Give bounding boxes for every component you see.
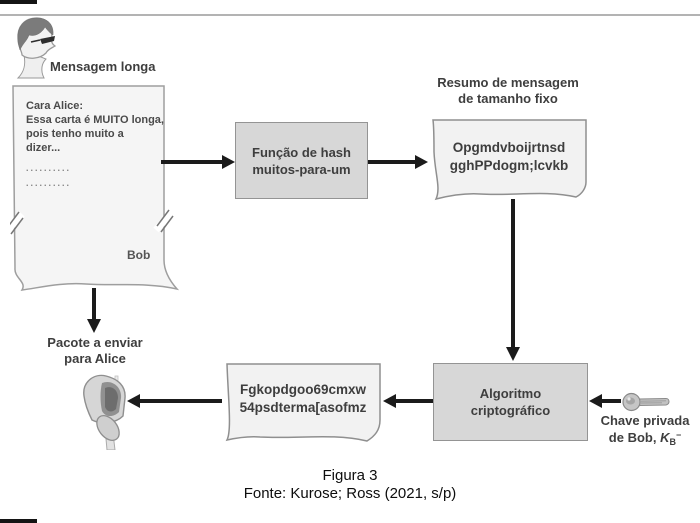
letter-text-line: pois tenho muito a xyxy=(26,128,124,140)
crypto-algorithm-box xyxy=(433,363,588,441)
figure-caption-source: Fonte: Kurose; Ross (2021, s/p) xyxy=(243,485,457,502)
key-icon xyxy=(622,390,670,414)
digest-label: Resumo de mensagem de tamanho fixo xyxy=(437,75,579,106)
scan-artifact-top xyxy=(0,0,37,4)
scan-artifact-bottom xyxy=(0,519,37,523)
digest-text: Opgmdvboijrtnsd gghPPdogm;lcvkb xyxy=(449,140,569,173)
mailbox-icon xyxy=(74,370,136,450)
figure-caption-title: Figura 3 xyxy=(322,467,378,484)
hash-function-label-line2: muitos-para-um xyxy=(252,161,351,177)
signed-text: Fgkopdgoo69cmxw 54psdterma[asofmz xyxy=(239,382,367,415)
letter-dotted-line: .......... xyxy=(26,163,72,173)
letter-text-line: Cara Alice: xyxy=(26,100,84,112)
letter-text-line: dizer... xyxy=(26,142,61,154)
top-divider xyxy=(0,14,700,16)
private-key-label: Chave privada de Bob, $K_B^-$ xyxy=(600,413,690,447)
crypto-algorithm-label-line1: Algoritmo xyxy=(479,386,542,401)
letter-dotted-line: .......... xyxy=(26,178,72,188)
packet-label: Pacote a enviar para Alice xyxy=(47,335,143,366)
hash-function-box xyxy=(235,122,368,199)
letter-text-line: Essa carta é MUITO longa, xyxy=(26,114,164,126)
hash-function-label-line1: Função de hash xyxy=(252,144,351,160)
letter-signature: Bob xyxy=(127,248,151,262)
long-message-label: Mensagem longa xyxy=(50,59,156,74)
crypto-algorithm-label-line2: criptográfico xyxy=(470,403,551,418)
